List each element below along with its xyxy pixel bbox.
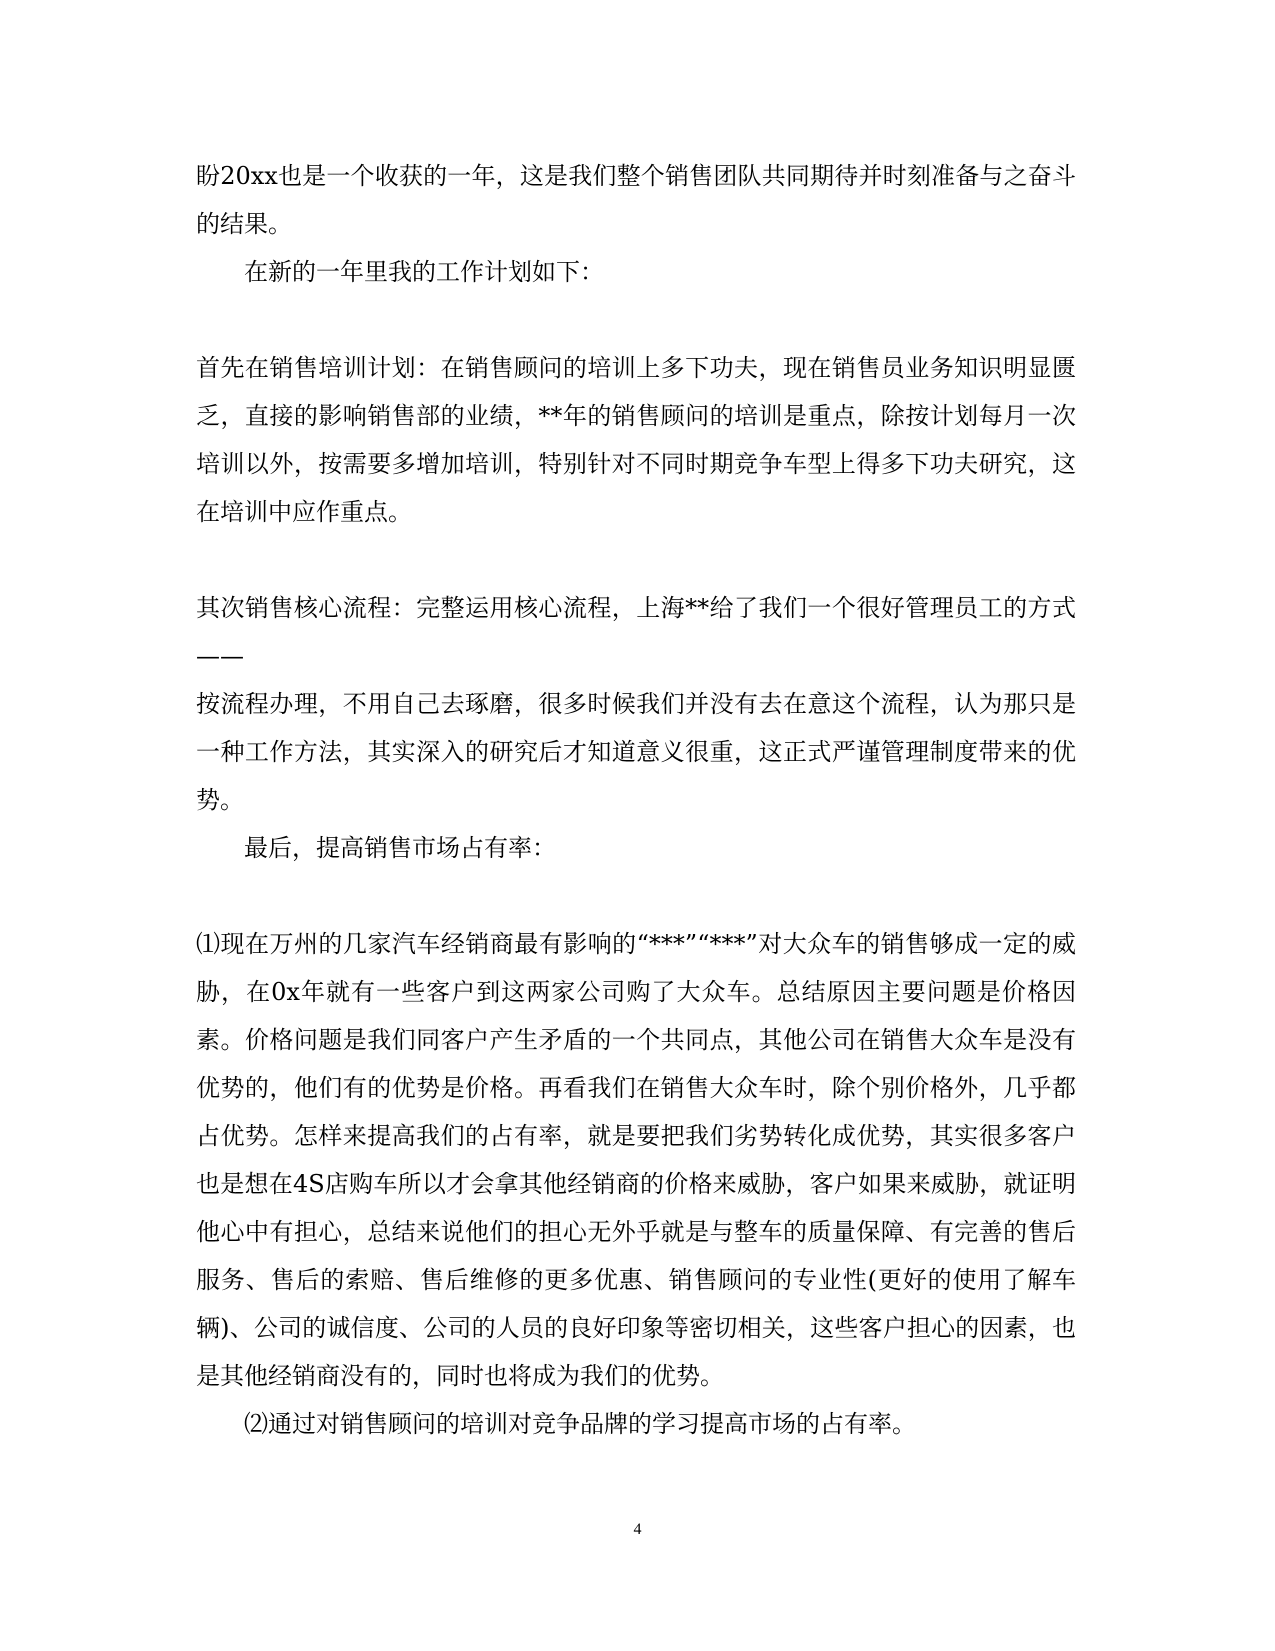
paragraph-core-process: 其次销售核心流程：完整运用核心流程，上海**给了我们一个很好管理员工的方式—— (196, 594, 1076, 670)
paragraph-item-2-training: ⑵通过对销售顾问的培训对竞争品牌的学习提高市场的占有率。 (244, 1410, 916, 1438)
paragraph-sales-training: 首先在销售培训计划：在销售顾问的培训上多下功夫，现在销售员业务知识明显匮乏，直接的影响销售部的业绩，**年的销售顾问的培训是重点，除按计划每月一次培训以外，按需要多增加培训，特别针对不同时期竞争车型上得多下功夫研究，这在培训中应作重点。 (196, 354, 1076, 526)
paragraph-work-plan-intro: 在新的一年里我的工作计划如下： (244, 258, 604, 286)
paragraph-market-share-heading: 最后，提高销售市场占有率： (244, 834, 556, 862)
page-number: 4 (633, 1521, 642, 1538)
paragraph-core-process-continued: 按流程办理，不用自己去琢磨，很多时候我们并没有去在意这个流程，认为那只是一种工作方法，其实深入的研究后才知道意义很重，这正式严谨管理制度带来的优势。 (196, 690, 1076, 814)
paragraph-spacer (196, 536, 1076, 584)
paragraph-item-1-competition: ⑴现在万州的几家汽车经销商最有影响的“***”“***”对大众车的销售够成一定的威胁，在0x年就有一些客户到这两家公司购了大众车。总结原因主要问题是价格因素。价格问题是我们同客户产生矛盾的一个共同点，其他公司在销售大众车是没有优势的，他们有的优势是价格。再看我们在销售大众车时，除个别价格外，几乎都占优势。怎样来提高我们的占有率，就是要把我们劣势转化成优势，其实很多客户也是想在4S店购车所以才会拿其他经销商的价格来威胁，客户如果来威胁，就证明他心中有担心，总结来说他们的担心无外乎就是与整车的质量保障、有完善的售后服务、售后的索赔、售后维修的更多优惠、销售顾问的专业性(更好的使用了解车辆)、公司的诚信度、公司的人员的良好印象等密切相关，这些客户担心的因素，也是其他经销商没有的，同时也将成为我们的优势。 (196, 930, 1076, 1390)
paragraph-spacer (196, 872, 1076, 920)
document-body (196, 152, 1076, 1448)
paragraph-spacer (196, 296, 1076, 344)
paragraph-continued-goal: 盼20xx也是一个收获的一年，这是我们整个销售团队共同期待并时刻准备与之奋斗的结果。 (196, 162, 1076, 238)
